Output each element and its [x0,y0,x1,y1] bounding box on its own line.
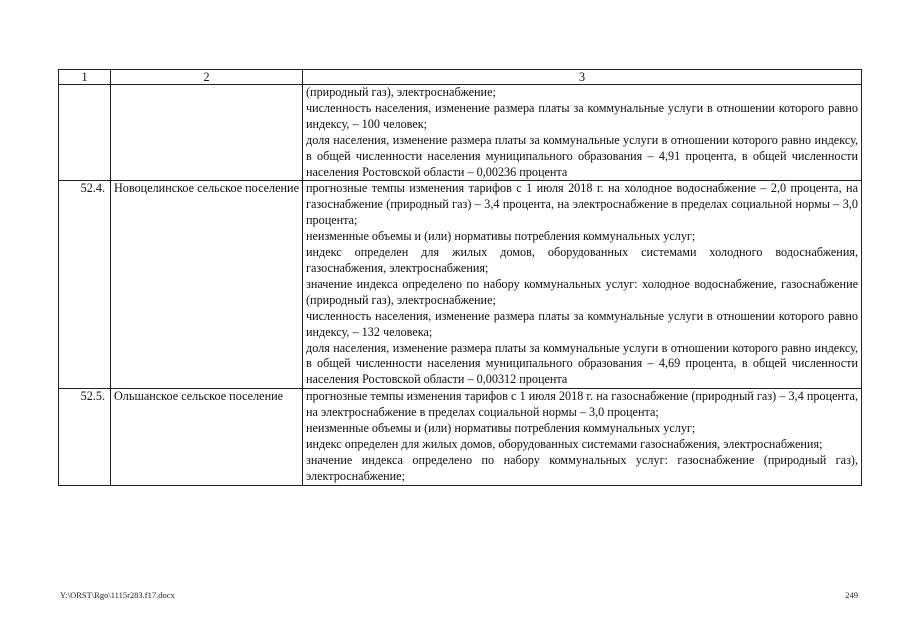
description-paragraph: (природный газ), электроснабжение; [306,85,496,99]
row-number: 52.5. [59,389,111,485]
description-paragraph: значение индекса определено по набору коммунальных услуг: газоснабжение (природный газ), электроснабжение; [306,452,858,483]
description-cell [303,181,862,389]
description-paragraph: доля населения, изменение размера платы за коммунальные услуги в отношении которого равно индексу, в общей численности населения муниципального образования – 4,91 процента, в общей численности населения Ростовской области – 0,00236 процента [306,132,858,179]
row-number: 52.4. [59,181,111,389]
header-row [59,70,862,85]
description-paragraph: численность населения, изменение размера платы за коммунальные услуги в отношении которого равно индексу, – 132 человека; [306,308,858,339]
settlement-name: Новоцелинское сельское поселение [111,181,303,389]
description-cell [303,389,862,485]
description-paragraph: индекс определен для жилых домов, оборудованных системами газоснабжения, электроснабжения; [306,436,823,451]
description-paragraph: доля населения, изменение размера платы за коммунальные услуги в отношении которого равно индексу, в общей численности населения муниципального образования – 4,69 процента, в общей численности населения Ростовской области – 0,00312 процента [306,340,858,387]
description-paragraph: неизменные объемы и (или) нормативы потребления коммунальных услуг; [306,421,696,436]
description-paragraph: неизменные объемы и (или) нормативы потребления коммунальных услуг; [306,229,696,244]
description-cell [303,85,862,181]
row-number [59,85,111,181]
description-paragraph: прогнозные темпы изменения тарифов с 1 июля 2018 г. на газоснабжение (природный газ) – 3,4 процента, на электроснабжение в пределах социальной нормы – 3,0 процента; [306,389,858,420]
column-header-3: 3 [303,70,862,85]
description-paragraph: численность населения, изменение размера платы за коммунальные услуги в отношении которого равно индексу, – 100 человек; [306,100,858,131]
settlement-name [111,85,303,181]
footer-file-path: Y:\ORST\Rgo\1115r283.f17.docx [60,590,175,600]
column-header-1: 1 [59,70,111,85]
table-row [59,389,862,485]
column-header-2: 2 [111,70,303,85]
page-number: 249 [845,590,858,600]
description-paragraph: значение индекса определено по набору коммунальных услуг: холодное водоснабжение, газоснабжение (природный газ), электроснабжение; [306,276,858,307]
description-paragraph: индекс определен для жилых домов, оборудованных системами холодного водоснабжения, газоснабжения, электроснабжения; [306,245,858,275]
settlement-name: Ольшанское сельское поселение [111,389,303,485]
description-paragraph: прогнозные темпы изменения тарифов с 1 июля 2018 г. на холодное водоснабжение – 2,0 процента, на газоснабжение (природный газ) – 3,4 процента, на электроснабжение в пределах социальной нормы – 3,0 процента; [306,181,858,228]
table-row [59,181,862,389]
table-row [59,85,862,181]
tariff-table [58,69,862,486]
